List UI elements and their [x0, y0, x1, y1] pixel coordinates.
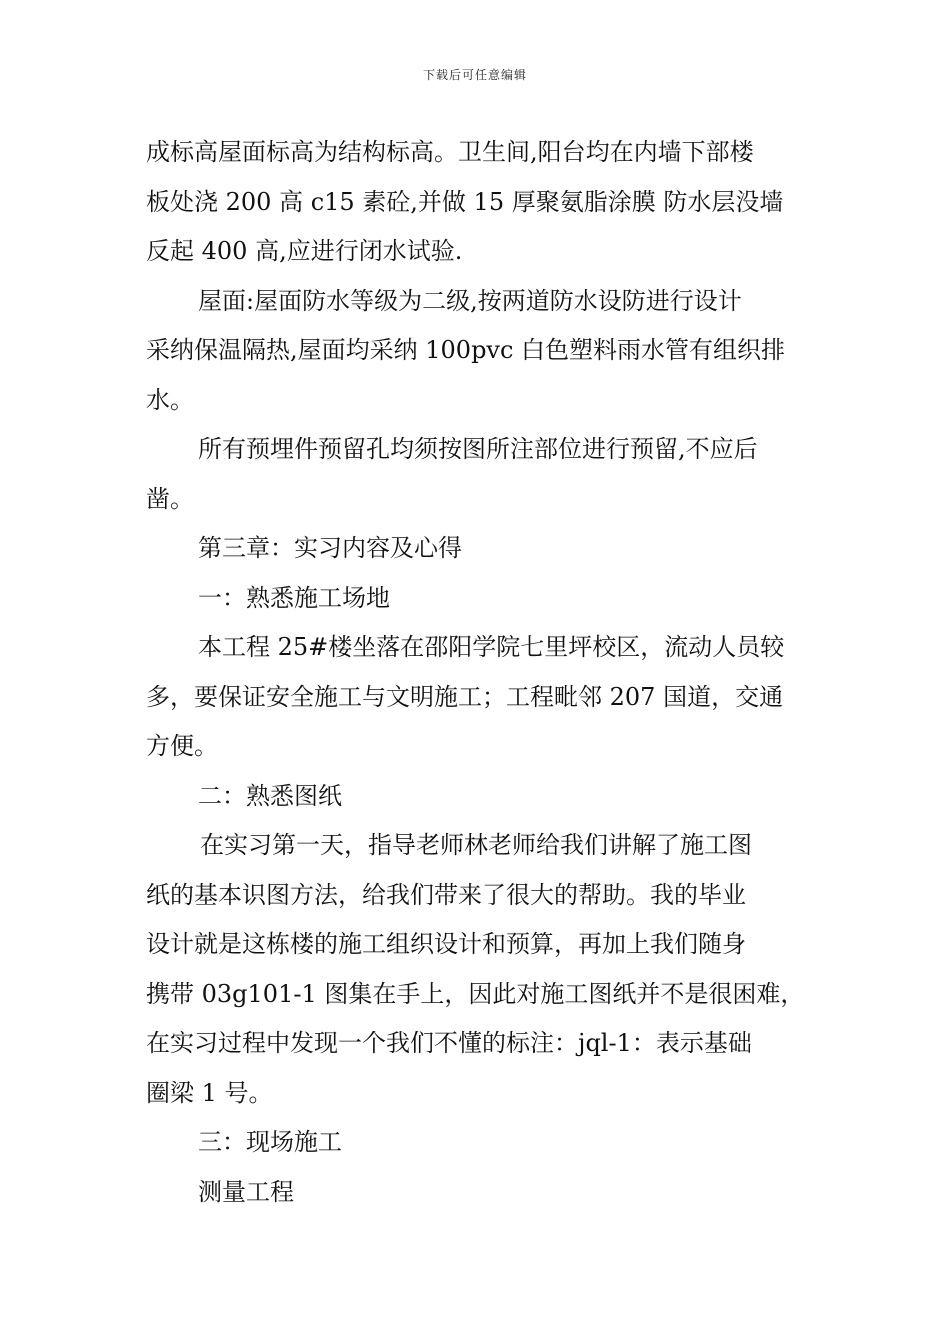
paragraph-roof-start: 屋面:屋面防水等级为二级,按两道防水设防进行设计: [198, 286, 742, 315]
paragraph-drawings-start: 在实习第一天，指导老师林老师给我们讲解了施工图: [200, 831, 752, 859]
text-line: 反起 400 高,应进行闭水试验.: [146, 237, 463, 265]
section-heading-site: 一：熟悉施工场地: [198, 583, 390, 612]
chapter-heading: 第三章：实习内容及心得: [198, 534, 462, 562]
text-line: 凿。: [146, 484, 194, 513]
subsection-heading-survey: 测量工程: [198, 1177, 294, 1206]
page-header-note: 下载后可任意编辑: [422, 68, 527, 82]
text-line: 圈梁 1 号。: [146, 1078, 273, 1107]
text-line: 板处浇 200 高 c15 素砼,并做 15 厚聚氨脂涂膜 防水层没墙: [146, 187, 784, 216]
text-line: 方便。: [146, 732, 218, 760]
document-body: [146, 128, 816, 1217]
text-line: 纸的基本识图方法，给我们带来了很大的帮助。我的毕业: [146, 880, 746, 909]
text-line: 采纳保温隔热,屋面均采纳 100pvc 白色塑料雨水管有组织排: [146, 336, 786, 364]
text-line: 水。: [146, 385, 194, 414]
text-line: 携带 03g101-1 图集在手上，因此对施工图纸并不是很困难，: [146, 979, 805, 1008]
text-line: 设计就是这栋楼的施工组织设计和预算，再加上我们随身: [146, 930, 746, 958]
text-line: 成标高屋面标高为结构标高。卫生间,阳台均在内墙下部楼: [146, 138, 754, 166]
text-line: 在实习过程中发现一个我们不懂的标注：jql-1：表示基础: [146, 1029, 752, 1057]
paragraph-embedded-parts-start: 所有预埋件预留孔均须按图所注部位进行预留,不应后: [198, 435, 758, 463]
text-line: 多，要保证安全施工与文明施工；工程毗邻 207 国道，交通: [146, 682, 784, 711]
section-heading-drawings: 二：熟悉图纸: [198, 781, 342, 810]
paragraph-site-start: 本工程 25#楼坐落在邵阳学院七里坪校区，流动人员较: [198, 633, 785, 661]
section-heading-construction: 三：现场施工: [198, 1128, 342, 1156]
